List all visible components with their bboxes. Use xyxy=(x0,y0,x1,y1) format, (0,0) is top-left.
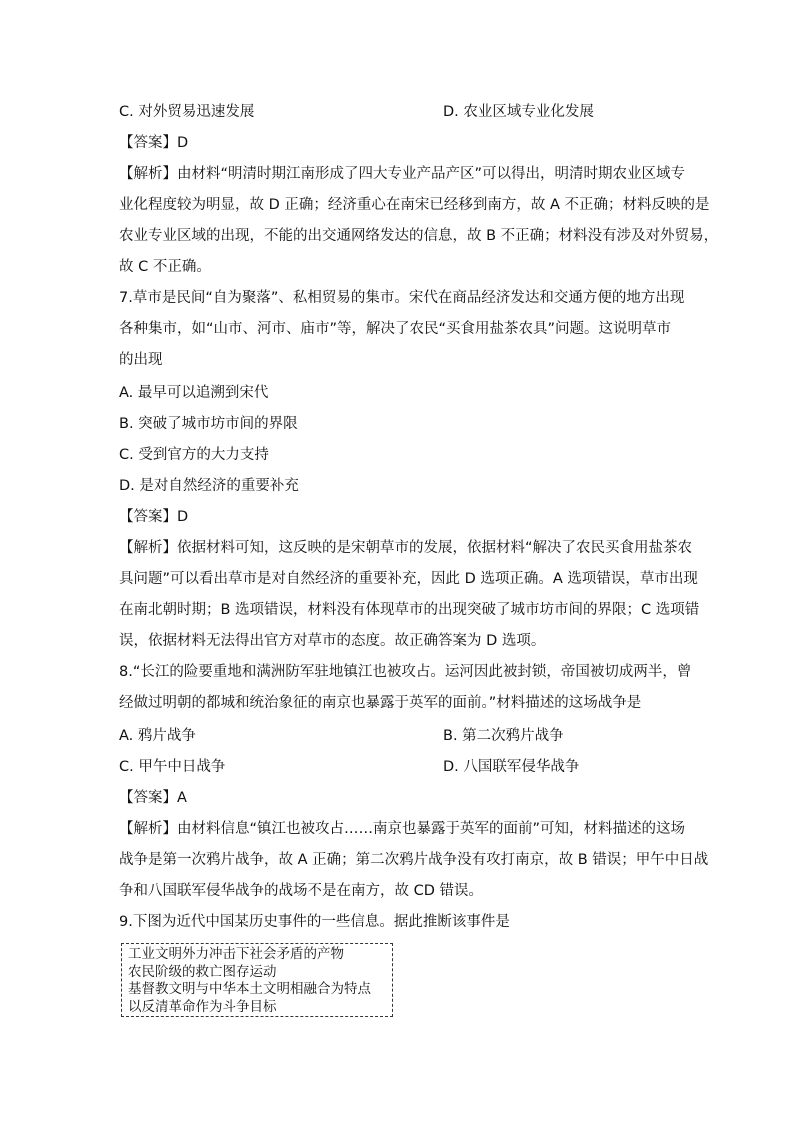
q7-option-a: A. 最早可以追溯到宋代 xyxy=(119,385,269,401)
q7-stem-line: 7.草市是民间“自为聚落”、私相贸易的集市。宋代在商品经济发达和交通方便的地方出现 xyxy=(119,290,685,306)
q6-analysis-line: 故 C 不正确。 xyxy=(119,259,211,275)
q8-stem-line: 8.“长江的险要重地和满洲防军驻地镇江也被攻占。运河因此被封锁，帝国被切成两半，曾 xyxy=(119,664,692,680)
q7-option-d: D. 是对自然经济的重要补充 xyxy=(119,478,299,494)
q7-analysis-line: 具问题”可以看出草市是对自然经济的重要补充，因此 D 选项正确。A 选项错误，草市出现 xyxy=(119,571,698,587)
q8-option-c: C. 甲午中日战争 xyxy=(119,759,226,775)
q8-option-d: D. 八国联军侵华战争 xyxy=(443,759,580,775)
q6-analysis-line: 【解析】由材料“明清时期江南形成了四大专业产品产区”可以得出，明清时期农业区域专 xyxy=(119,166,686,182)
q9-info-line: 农民阶级的救亡图存运动 xyxy=(128,963,277,980)
q6-option-c: C. 对外贸易迅速发展 xyxy=(119,104,255,120)
q8-analysis-line: 争和八国联军侵华战争的战场不是在南方，故 CD 错误。 xyxy=(119,883,484,899)
q6-analysis-line: 农业专业区域的出现，不能的出交通网络发达的信息，故 B 不正确；材料没有涉及对外贸易， xyxy=(119,228,719,244)
q7-option-b: B. 突破了城市坊市间的界限 xyxy=(119,416,298,432)
q6-analysis-line: 业化程度较为明显，故 D 正确；经济重心在南宋已经移到南方，故 A 不正确；材料反映的是 xyxy=(119,197,710,213)
q9-info-box xyxy=(121,943,393,1017)
q7-answer: 【答案】D xyxy=(119,509,189,525)
q7-stem-line: 各种集市，如“山市、河市、庙市”等，解决了农民“买食用盐茶农具”问题。这说明草市 xyxy=(119,321,672,337)
q8-analysis-line: 战争是第一次鸦片战争，故 A 正确；第二次鸦片战争没有攻打南京，故 B 错误；甲午中日战 xyxy=(119,852,709,868)
q8-answer: 【答案】A xyxy=(119,790,187,806)
q7-option-c: C. 受到官方的大力支持 xyxy=(119,447,269,463)
q8-stem-line: 经做过明朝的都城和统治象征的南京也暴露于英军的面前。”材料描述的这场战争是 xyxy=(119,695,642,711)
q7-analysis-line: 【解析】依据材料可知，这反映的是宋朝草市的发展，依据材料“解决了农民买食用盐茶农 xyxy=(119,540,693,556)
q7-analysis-line: 在南北朝时期；B 选项错误，材料没有体现草市的出现突破了城市坊市间的界限；C 选项错 xyxy=(119,602,700,618)
q8-option-b: B. 第二次鸦片战争 xyxy=(443,728,564,744)
q8-analysis-line: 【解析】由材料信息“镇江也被攻占……南京也暴露于英军的面前”可知，材料描述的这场 xyxy=(119,821,686,837)
q7-stem-line: 的出现 xyxy=(119,352,163,368)
q9-info-line: 工业文明外力冲击下社会矛盾的产物 xyxy=(128,946,344,962)
q9-stem: 9.下图为近代中国某历史事件的一些信息。据此推断该事件是 xyxy=(119,914,510,930)
q6-answer: 【答案】D xyxy=(119,135,189,151)
q9-info-line: 以反清革命作为斗争目标 xyxy=(128,998,277,1015)
q9-info-line: 基督教文明与中华本土文明相融合为特点 xyxy=(128,981,371,997)
q8-option-a: A. 鸦片战争 xyxy=(119,728,196,744)
q6-option-d: D. 农业区域专业化发展 xyxy=(443,104,594,120)
q7-analysis-line: 误，依据材料无法得出官方对草市的态度。故正确答案为 D 选项。 xyxy=(119,633,546,649)
